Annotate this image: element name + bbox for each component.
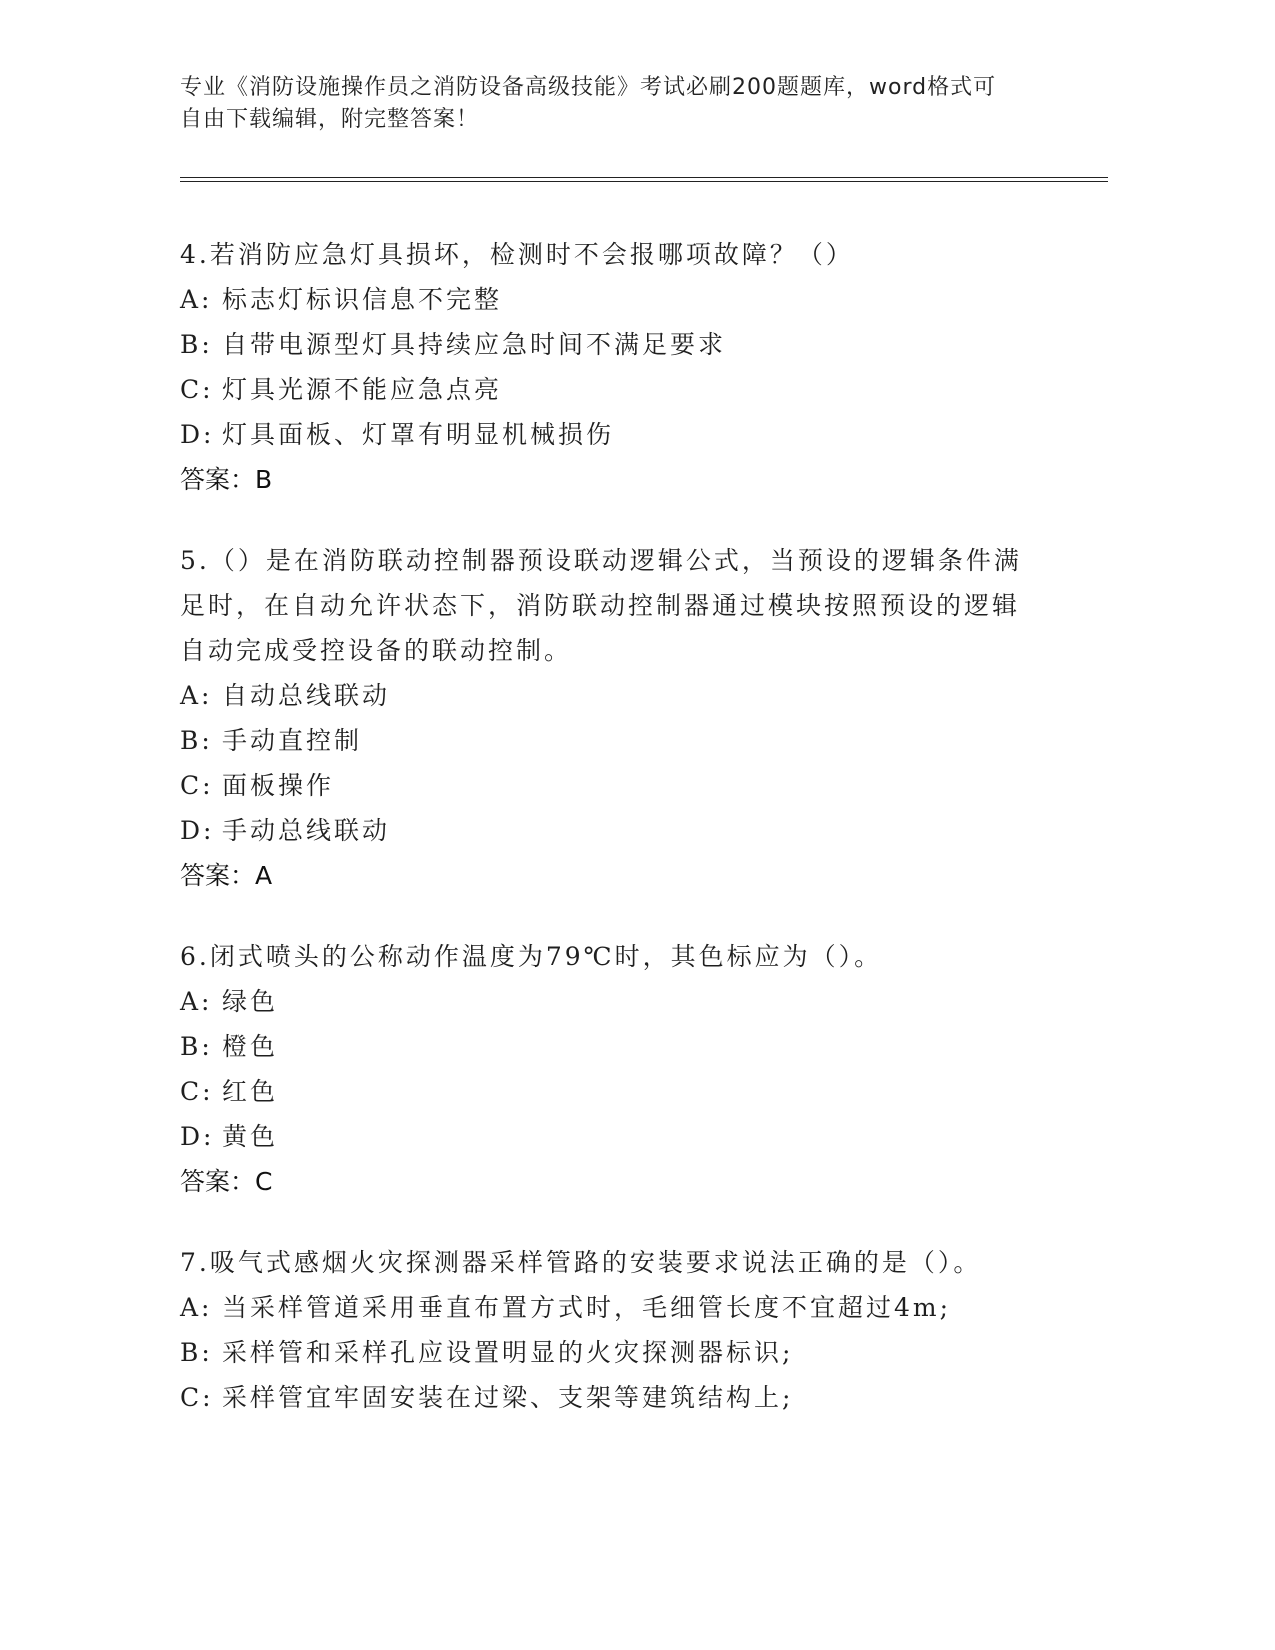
option-letter: A:: [180, 681, 213, 710]
header-divider-top: [180, 177, 1108, 178]
option-text: 面板操作: [222, 771, 335, 800]
option-d: [180, 808, 1080, 853]
option-d: [180, 1114, 1080, 1159]
question-7: [180, 1240, 1080, 1420]
option-letter: B:: [180, 726, 213, 755]
option-a: [180, 1285, 1080, 1330]
option-text: 采样管和采样孔应设置明显的火灾探测器标识;: [222, 1338, 794, 1367]
document-header: [180, 72, 1060, 136]
option-text: 手动直控制: [222, 726, 363, 755]
option-c: [180, 763, 1080, 808]
option-c: [180, 367, 1080, 412]
option-letter: A:: [180, 1293, 213, 1322]
header-line-1: 专业《消防设施操作员之消防设备高级技能》考试必刷200题题库，word格式可: [180, 75, 997, 100]
option-text: 标志灯标识信息不完整: [222, 285, 503, 314]
option-c: [180, 1375, 1080, 1420]
option-a: [180, 673, 1080, 718]
option-letter: D:: [180, 1122, 215, 1151]
header-divider-bottom: [180, 181, 1108, 182]
option-text: 灯具光源不能应急点亮: [222, 375, 503, 404]
option-text: 手动总线联动: [222, 816, 391, 845]
option-text: 橙色: [222, 1032, 279, 1061]
option-letter: B:: [180, 1338, 213, 1367]
option-b: [180, 1024, 1080, 1069]
option-text: 红色: [222, 1077, 279, 1106]
question-stem: 6.闭式喷头的公称动作温度为79℃时，其色标应为（）。: [180, 942, 883, 971]
option-letter: A:: [180, 285, 213, 314]
question-stem: 4.若消防应急灯具损坏，检测时不会报哪项故障？（）: [180, 240, 854, 269]
question-stem: 5.（）是在消防联动控制器预设联动逻辑公式，当预设的逻辑条件满足时，在自动允许状态下，消防联动控制器通过模块按照预设的逻辑自动完成受控设备的联动控制。: [180, 546, 1022, 665]
question-stem: 7.吸气式感烟火灾探测器采样管路的安装要求说法正确的是（）。: [180, 1248, 982, 1277]
question-list: [180, 232, 1080, 1456]
option-letter: A:: [180, 987, 213, 1016]
option-letter: B:: [180, 1032, 213, 1061]
answer-line: 答案：A: [180, 861, 273, 890]
question-5: [180, 538, 1080, 898]
option-b: [180, 718, 1080, 763]
option-text: 绿色: [222, 987, 279, 1016]
option-letter: C:: [180, 1383, 214, 1412]
option-d: [180, 412, 1080, 457]
option-text: 灯具面板、灯罩有明显机械损伤: [222, 420, 615, 449]
option-letter: D:: [180, 420, 215, 449]
option-letter: C:: [180, 1077, 214, 1106]
question-6: [180, 934, 1080, 1204]
option-letter: C:: [180, 771, 214, 800]
option-letter: C:: [180, 375, 214, 404]
option-text: 采样管宜牢固安装在过梁、支架等建筑结构上;: [222, 1383, 794, 1412]
option-c: [180, 1069, 1080, 1114]
option-text: 黄色: [222, 1122, 279, 1151]
option-a: [180, 277, 1080, 322]
answer-line: 答案：C: [180, 1167, 273, 1196]
option-b: [180, 322, 1080, 367]
option-letter: B:: [180, 330, 213, 359]
option-text: 当采样管道采用垂直布置方式时，毛细管长度不宜超过4m;: [222, 1293, 952, 1322]
header-line-2: 自由下载编辑，附完整答案！: [180, 107, 480, 132]
option-b: [180, 1330, 1080, 1375]
answer-line: 答案：B: [180, 465, 273, 494]
option-text: 自动总线联动: [222, 681, 391, 710]
question-4: [180, 232, 1080, 502]
option-letter: D:: [180, 816, 215, 845]
option-a: [180, 979, 1080, 1024]
option-text: 自带电源型灯具持续应急时间不满足要求: [222, 330, 727, 359]
